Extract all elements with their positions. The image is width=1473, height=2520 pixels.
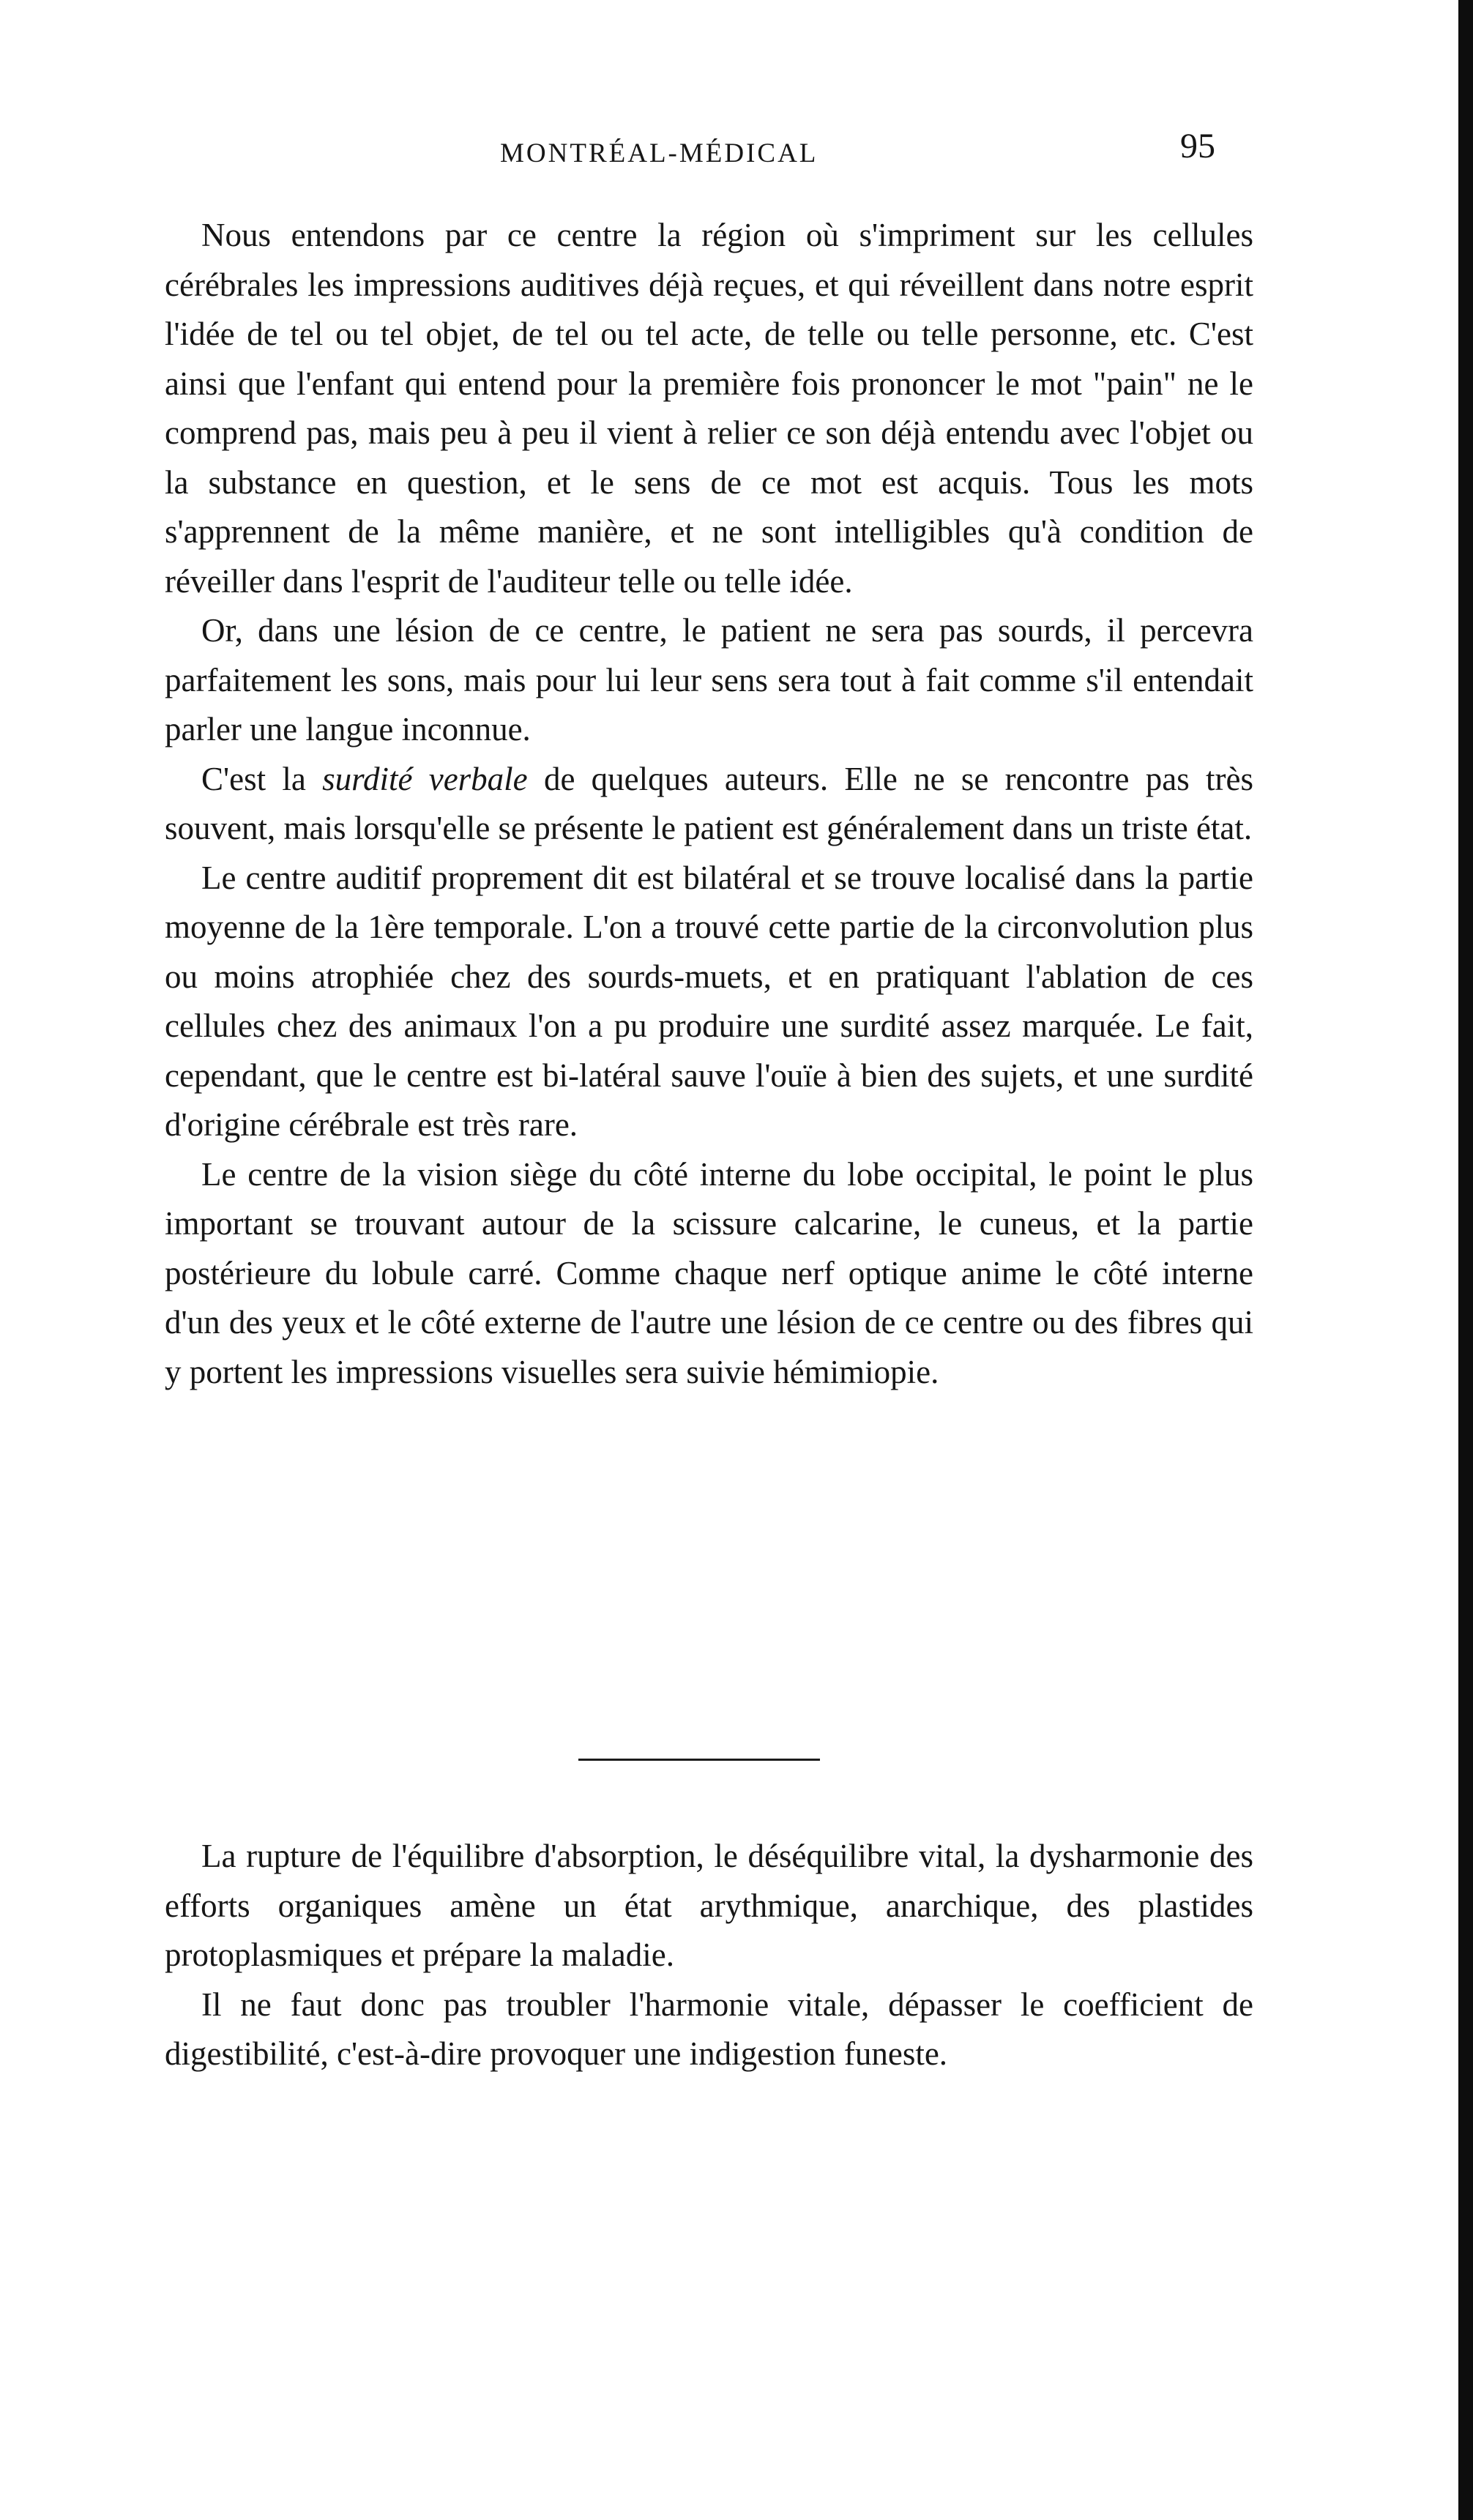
paragraph-equilibrium: La rupture de l'équilibre d'absorption, le déséquilibre vital, la dysharmonie des efforts organiques amène un état arythmique, anarchique, des plastides protoplasmiques et prépare la maladie. [165,1838,1253,1973]
page-number: 95 [1180,127,1215,165]
paragraph-verbal-deafness-end: de quelques auteurs. Elle ne se rencontre pas très souvent, mais lorsqu'elle se présente le patient est généralement dans un triste état. [165,760,1253,846]
running-title: MONTRÉAL-MÉDICAL [500,138,818,168]
section-divider [578,1759,820,1761]
section-vital-harmony [165,1832,1253,2079]
paragraph-bilateral-centre: Le centre auditif proprement dit est bilatéral et se trouve localisé dans la partie moyenne de la 1ère temporale. L'on a trouvé cette partie de la circonvolution plus ou moins atrophiée chez des sourds-muets, et en pratiquant l'ablation de ces cellules chez des animaux l'on a pu produire une surdité assez marquée. Le fait, cependant, que le centre est bi-latéral sauve l'ouïe à bien des sujets, et une surdité d'origine cérébrale est très rare. [165,859,1253,1143]
paragraph-vision-centre: Le centre de la vision siège du côté interne du lobe occipital, le point le plus important se trouvant autour de la scissure calcarine, le cuneus, et la partie postérieure du lobule carré. Comme chaque nerf optique anime le côté interne d'un des yeux et le côté externe de l'autre une lésion de ce centre ou des fibres qui y portent les impressions visuelles sera suivie hémimiopie. [165,1155,1253,1390]
paragraph-digestibility: Il ne faut donc pas troubler l'harmonie vitale, dépasser le coefficient de digestibilité, c'est-à-dire provoquer une indigestion funeste. [165,1986,1253,2072]
paragraph-verbal-deafness-start: C'est la [201,760,323,797]
paragraph-lesion: Or, dans une lésion de ce centre, le patient ne sera pas sourds, il percevra parfaitement les sons, mais pour lui leur sens sera tout à fait comme s'il entendait parler une langue inconnue. [165,612,1253,748]
scan-border [1458,0,1473,2520]
italic-term: surdité verbale [322,760,528,797]
paragraph-verbal-deafness [165,755,1253,854]
paragraph-auditory-centre: Nous entendons par ce centre la région où s'impriment sur les cellules cérébrales les impressions auditives déjà reçues, et qui réveillent dans notre esprit l'idée de tel ou tel objet, de tel ou tel acte, de telle ou telle personne, etc. C'est ainsi que l'enfant qui entend pour la première fois prononcer le mot "pain" ne le comprend pas, mais peu à peu il vient à relier ce son déjà entendu avec l'objet ou la substance en question, et le sens de ce mot est acquis. Tous les mots s'apprennent de la même manière, et ne sont intelligibles qu'à condition de réveiller dans l'esprit de l'auditeur telle ou telle idée. [165,217,1253,600]
section-hearing-vision [165,211,1253,1397]
